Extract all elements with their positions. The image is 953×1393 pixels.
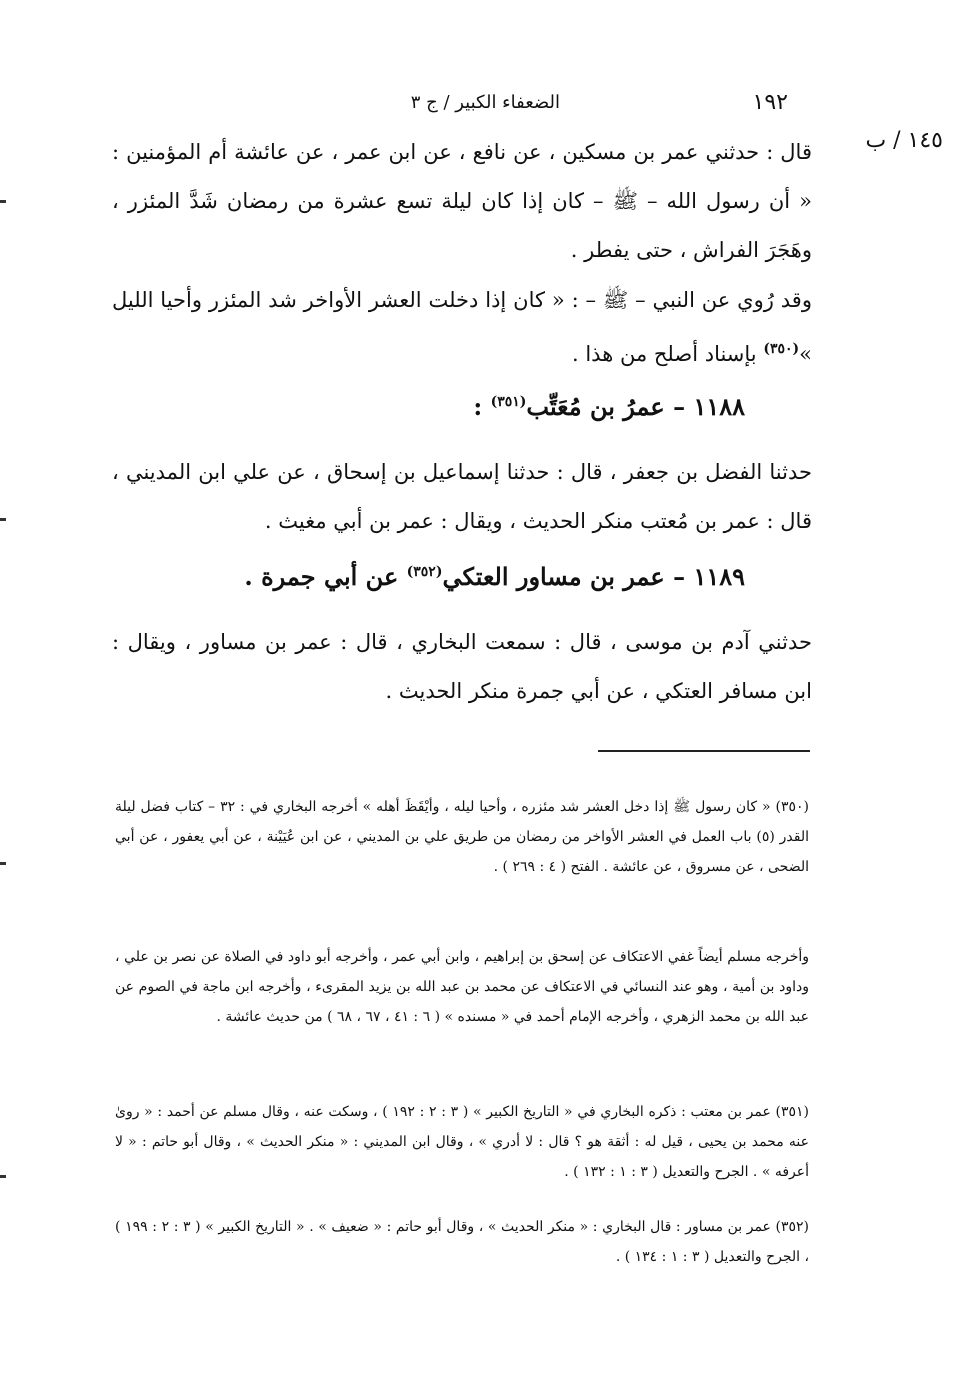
entry-name: عمر بن مساور العتكي [442, 562, 665, 591]
footnote-ref-351: (٣٥١) [490, 394, 527, 410]
entry-text: حدثني آدم بن موسى ، قال : سمعت البخاري ، قال : عمر بن مساور ، ويقال : ابن مسافر العتكي ، عن أبي جمرة منكر الحديث . [112, 630, 812, 703]
scan-edge-mark [0, 200, 6, 203]
paragraph-text: قال : حدثني عمر بن مسكين ، عن نافع ، عن ابن عمر ، عن عائشة أم المؤمنين : « أن رسول الله – ﷺ – كان إذا كان ليلة تسع عشرة من رمضان شَدَّ المئزر ، وهَجَرَ الفراش ، حتى يفطر . [112, 140, 812, 262]
footnote-text: (٣٥٠) « كان رسول ﷺ إذا دخل العشر شد مئزره ، وأحيا ليله ، وأيْقَظَ أهله » أخرجه البخاري في : ٣٢ – كتاب فضل ليلة القدر (٥) باب العمل في العشر الأواخر من رمضان من طريق علي بن المديني ، عن ابن عُيَيْنة ، عن أبي يعفور ، عن أبي الضحى ، عن مسروق ، عن عائشة . الفتح ( ٤ : ٢٦٩ ) . [115, 799, 810, 875]
entry-tail: عن أبي جمرة . [244, 562, 407, 591]
scan-edge-mark [0, 1175, 6, 1178]
entry-heading-1189 [200, 562, 745, 591]
footnote-352 [115, 1212, 809, 1272]
entry-dash: – [664, 562, 686, 591]
paragraph-riwaya [112, 276, 812, 379]
footnote-ref-350: (٣٥٠) [763, 341, 800, 357]
footnote-text: (٣٥٢) عمر بن مساور : قال البخاري : « منكر الحديث » ، وقال أبو حاتم : « ضعيف » . « التاريخ الكبير » ( ٣ : ٢ : ١٩٩ ) ، الجرح والتعديل ( ٣ : ١ : ١٣٤ ) . [115, 1219, 809, 1265]
entry-text: حدثنا الفضل بن جعفر ، قال : حدثنا إسماعيل بن إسحاق ، عن علي ابن المديني ، قال : عمر بن مُعتب منكر الحديث ، ويقال : عمر بن أبي مغيث . [112, 460, 812, 533]
running-header-title: الضعفاء الكبير / ج ٣ [410, 92, 560, 113]
footnote-ref-352: (٣٥٢) [406, 564, 443, 580]
footnote-separator [598, 750, 810, 752]
footnote-text: وأخرجه مسلم أيضاً غفي الاعتكاف عن إسحق بن إبراهيم ، وابن أبي عمر ، وأخرجه أبو داود في الصلاة عن نصر بن علي ، وداود بن أمية ، وهو عند النسائي في الاعتكاف عن محمد بن عبد الله بن يزيد المقرىء ، وأخرجه ابن ماجة في الصوم عن عبد الله بن محمد الزهري ، وأخرجه الإمام أحمد في « مسنده » ( ٦ : ٤١ ، ٦٧ ، ٦٨ ) من حديث عائشة . [115, 949, 809, 1025]
entry-body-1189 [112, 618, 812, 716]
scan-edge-mark [0, 862, 6, 865]
paragraph-umar-ibn-miskin [112, 128, 812, 275]
paragraph-text-end: بإسناد أصلح من هذا . [572, 342, 764, 366]
footnote-350 [115, 792, 809, 882]
footnote-351 [115, 1097, 809, 1187]
entry-number: ١١٨٨ [693, 392, 745, 421]
paragraph-text [112, 276, 812, 379]
entry-dash: – [664, 392, 686, 421]
manuscript-folio-reference: ١٤٥ / ب [865, 128, 943, 153]
scan-edge-mark [0, 518, 6, 521]
page-number: ١٩٢ [752, 90, 788, 115]
entry-name: عمرُ بن مُعَتِّب [526, 392, 665, 421]
paragraph-text-start: وقد رُوي عن النبي – ﷺ – : « كان إذا دخلت العشر الأواخر شد المئزر وأحيا الليل » [112, 288, 812, 366]
entry-tail: : [473, 392, 491, 421]
entry-body-1188 [112, 448, 812, 546]
footnote-text: (٣٥١) عمر بن معتب : ذكره البخاري في « التاريخ الكبير » ( ٣ : ٢ : ١٩٢ ) ، وسكت عنه ، وقال مسلم عن أحمد : « روىٰ عنه محمد بن يحيى ، قيل له : أثقة هو ؟ قال : لا أدري » ، وقال ابن المديني : « منكر الحديث » ، وقال أبو حاتم : « لا أعرفه » . الجرح والتعديل ( ٣ : ١ : ١٣٢ ) . [115, 1104, 809, 1180]
entry-number: ١١٨٩ [693, 562, 745, 591]
entry-heading-1188 [200, 392, 745, 421]
footnote-350-continued [115, 942, 809, 1032]
